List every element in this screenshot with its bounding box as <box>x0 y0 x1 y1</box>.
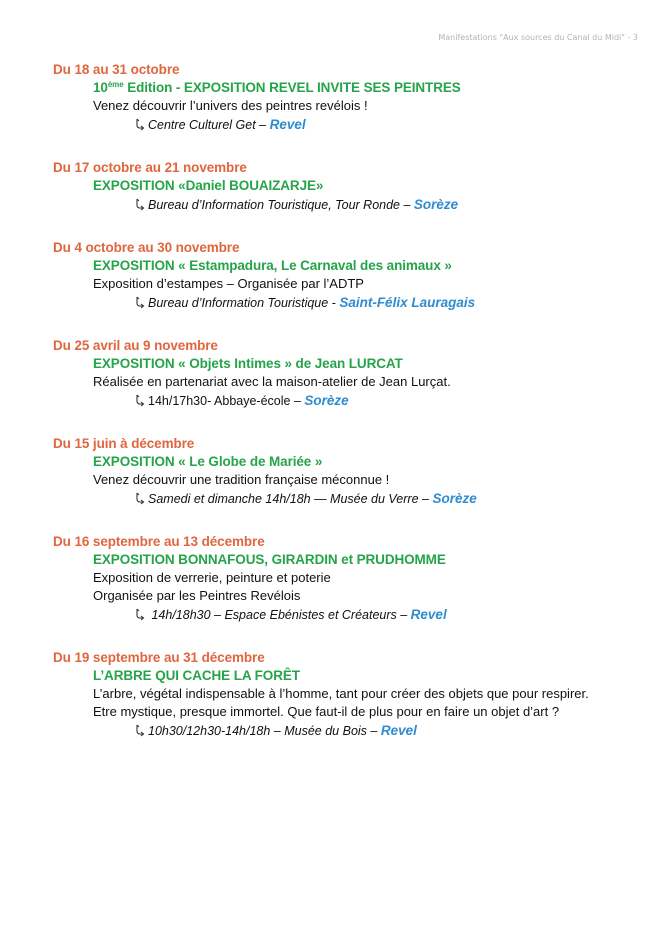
event-list <box>53 61 648 765</box>
event-venue: 10h30/12h30-14h/18h – Musée du Bois – Revel <box>93 721 648 741</box>
event-description: Exposition de verrerie, peinture et poterie <box>93 570 331 585</box>
event-revel-peintres <box>53 61 648 135</box>
arrow-turn-icon <box>135 492 145 505</box>
event-place: Revel <box>410 607 447 622</box>
event-place: Revel <box>269 117 306 132</box>
event-bouaizarje <box>53 159 648 215</box>
event-date: Du 17 octobre au 21 novembre <box>53 160 247 175</box>
event-venue: Bureau d’Information Touristique, Tour Ronde – Sorèze <box>93 195 648 215</box>
event-venue: Centre Culturel Get – Revel <box>93 115 648 135</box>
event-description: Réalisée en partenariat avec la maison-atelier de Jean Lurçat. <box>93 374 451 389</box>
event-title: EXPOSITION BONNAFOUS, GIRARDIN et PRUDHOMME <box>93 552 446 567</box>
event-description: Venez découvrir l’univers des peintres revélois ! <box>93 98 368 113</box>
event-bonnafous <box>53 533 648 625</box>
arrow-turn-icon <box>135 296 145 309</box>
arrow-turn-icon <box>135 198 145 211</box>
event-place: Sorèze <box>304 393 349 408</box>
event-date: Du 16 septembre au 13 décembre <box>53 534 265 549</box>
event-arbre-foret <box>53 649 648 741</box>
arrow-turn-icon <box>135 608 145 621</box>
event-place: Revel <box>380 723 417 738</box>
event-date: Du 25 avril au 9 novembre <box>53 338 218 353</box>
event-date: Du 15 juin à décembre <box>53 436 195 451</box>
event-place: Sorèze <box>432 491 477 506</box>
event-venue: 14h/17h30- Abbaye-école – Sorèze <box>93 391 648 411</box>
event-title: EXPOSITION «Daniel BOUAIZARJE» <box>93 178 324 193</box>
arrow-turn-icon <box>135 394 145 407</box>
event-description: L’arbre, végétal indispensable à l’homme, tant pour créer des objets que pour respirer. Etre mystique, presque immortel. Que faut-il de plus pour en faire un objet d’art ? <box>93 686 589 719</box>
event-title: EXPOSITION « Estampadura, Le Carnaval des animaux » <box>93 258 452 273</box>
event-date: Du 4 octobre au 30 novembre <box>53 240 240 255</box>
event-date: Du 18 au 31 octobre <box>53 62 180 77</box>
running-header: Manifestations "Aux sources du Canal du Midi" - 3 <box>438 33 638 42</box>
event-objets-intimes <box>53 337 648 411</box>
event-venue: Bureau d’Information Touristique - Saint-Félix Lauragais <box>93 293 648 313</box>
arrow-turn-icon <box>135 118 145 131</box>
event-globe-mariee <box>53 435 648 509</box>
arrow-turn-icon <box>135 724 145 737</box>
event-description: Exposition d’estampes – Organisée par l’ADTP <box>93 276 364 291</box>
event-title: EXPOSITION « Le Globe de Mariée » <box>93 454 323 469</box>
event-title: L’ARBRE QUI CACHE LA FORÊT <box>93 668 300 683</box>
event-venue: 14h/18h30 – Espace Ebénistes et Créateurs – Revel <box>93 605 648 625</box>
event-description: Organisée par les Peintres Revélois <box>93 588 301 603</box>
event-title: 10ème Edition - EXPOSITION REVEL INVITE SES PEINTRES <box>93 80 461 95</box>
event-description: Venez découvrir une tradition française méconnue ! <box>93 472 390 487</box>
event-place: Sorèze <box>413 197 459 212</box>
event-venue: Samedi et dimanche 14h/18h — Musée du Verre – Sorèze <box>93 489 648 509</box>
event-place: Saint-Félix Lauragais <box>339 295 476 310</box>
event-title: EXPOSITION « Objets Intimes » de Jean LURCAT <box>93 356 403 371</box>
event-date: Du 19 septembre au 31 décembre <box>53 650 265 665</box>
event-estampadura <box>53 239 648 313</box>
